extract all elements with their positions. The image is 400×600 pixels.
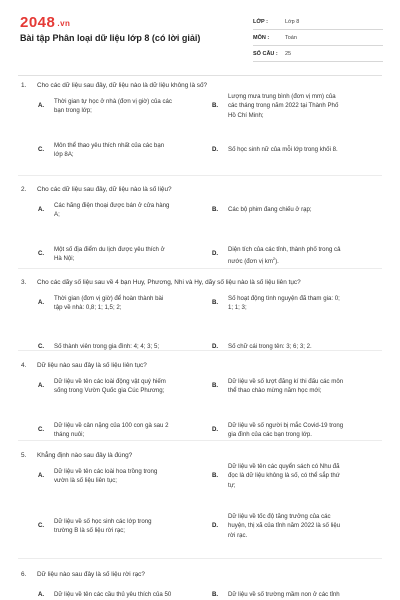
option-text [228,205,378,215]
option-text-line: trường B là số liệu rời rạc; [54,527,126,534]
meta-value: 25 [285,50,292,57]
question-prompt: Cho các dữ liệu sau đây, dữ liệu nào là dữ liệu không là số? [37,82,208,89]
option-letter: A. [38,591,45,598]
option-text-line: Hà Nội; [54,255,75,262]
option-a[interactable] [38,467,203,486]
option-text [54,590,204,600]
option-text-line: tập về nhà: 0,8; 1; 1,5; 2; [54,304,122,311]
question-text [21,571,145,578]
option-letter: C. [38,522,45,529]
option-text-line: Các hãng điện thoại được bán ở cửa hàng [54,201,170,209]
option-text-line: đọc là dữ liệu không là số, có thể sắp thứ [228,472,340,480]
option-c[interactable] [38,517,203,536]
option-a[interactable] [38,201,203,220]
option-text [228,421,378,440]
option-text [228,145,378,155]
option-text [54,421,204,440]
option-text [228,462,378,491]
option-text-line: gia đình của các bạn trong lớp. [228,431,312,438]
option-text-line: Thời gian (đơn vị giờ) để hoàn thành bài [54,294,164,302]
option-text-line: huyện, thị xã của tỉnh năm 2022 là số liệu [228,522,341,530]
meta-row-count [253,46,383,62]
question-number: 5. [21,452,27,459]
option-text-line: Diện tích của các tỉnh, thành phố trong cả [228,245,341,253]
option-text [54,517,204,536]
site-logo[interactable]: 2048 .vn [20,14,71,31]
option-text [228,92,378,121]
option-text [54,377,204,396]
option-letter: B. [212,472,219,479]
option-d[interactable] [212,145,377,155]
meta-label: SỐ CÂU : [253,50,278,57]
question-text [21,279,301,286]
option-text [54,201,204,220]
option-text-line: Môn thể thao yêu thích nhất của các bạn [54,141,165,149]
option-text-line: Dữ liệu về tên các quyển sách có Nhu đã [228,462,340,470]
option-letter: D. [212,146,219,153]
option-text-line: thể thao chào mừng năm học mới; [228,387,322,394]
option-text-line: Dữ liệu về tốc độ tăng trưởng của các [228,512,331,520]
question-text [21,186,172,193]
option-letter: C. [38,250,45,257]
option-c[interactable] [38,421,203,440]
question-prompt: Cho các dữ liệu sau đây, dữ liệu nào là số liệu? [37,186,172,193]
question-number: 6. [21,571,27,578]
question-divider [18,268,382,269]
question-text [21,362,147,369]
option-text [54,97,204,116]
question-divider [18,175,382,176]
option-text-line: Một số địa điểm du lịch được yêu thích ở [54,245,165,253]
document-meta [253,14,383,62]
option-letter: D. [212,426,219,433]
option-c[interactable] [38,141,203,160]
meta-row-subject [253,30,383,46]
option-text-line: Số chữ cái trong tên: 3; 6; 3; 2. [228,343,312,351]
option-text-line: Dữ liệu về số lượt đăng kí thi đấu các môn [228,377,344,385]
document-title: Bài tập Phân loại dữ liệu lớp 8 (có lời giải) [20,33,201,43]
option-text [228,590,378,600]
option-letter: C. [38,146,45,153]
question-prompt: Dữ liệu nào sau đây là số liệu rời rạc? [37,571,145,578]
option-c[interactable] [38,245,203,264]
option-text-line: sống trong Vườn Quốc gia Cúc Phương; [54,387,165,394]
question-number: 3. [21,279,27,286]
option-letter: B. [212,102,219,109]
option-text-line: Số học sinh nữ của mỗi lớp trong khối 8. [228,146,338,154]
option-text [228,377,378,396]
option-text [228,512,378,541]
option-text-line: rời rạc. [228,531,248,539]
question-number: 4. [21,362,27,369]
option-text-line: Dữ liệu về số học sinh các lớp trong [54,517,152,525]
option-text-line: vườn là số liệu liên tục; [54,477,117,484]
option-text-line: nước (đơn vị $km^2$). [228,256,279,266]
question-text [21,82,207,89]
question-divider [18,350,382,351]
meta-label: MÔN : [253,34,270,41]
document-header [0,0,400,70]
question-prompt: Khẳng định nào sau đây là đúng? [37,452,133,459]
option-d[interactable] [212,245,377,264]
meta-label: LỚP : [253,18,268,25]
option-text-line: Dữ liệu về tên các cầu thủ yêu thích của 50 [54,591,172,599]
option-b[interactable] [212,205,377,215]
option-letter: A. [38,206,45,213]
option-text-line: Số hoạt động tình nguyện đã tham gia: 0; [228,294,340,302]
option-letter: D. [212,343,219,350]
question-number: 2. [21,186,27,193]
option-letter: D. [212,250,219,257]
option-b[interactable] [212,590,377,600]
option-b[interactable] [212,462,377,491]
option-letter: D. [212,522,219,529]
option-text-line: Dữ liệu về cân nặng của 100 con gà sau 2 [54,421,169,429]
option-text [54,294,204,313]
header-divider [18,75,382,76]
option-text-line: các tháng trong năm 2022 tại Thành Phố [228,102,339,110]
option-b[interactable] [212,294,377,313]
option-text-line: A; [54,211,60,218]
option-text-line: Dữ liệu về số trường mầm non ở các tỉnh [228,591,340,599]
option-text-line: 1; 1; 3; [228,304,247,311]
option-letter: A. [38,102,45,109]
meta-value: Toán [285,34,297,41]
option-letter: C. [38,426,45,433]
option-text-line: tháng nuôi; [54,431,85,438]
option-text-line: Thời gian tự học ở nhà (đơn vị giờ) của các [54,97,172,105]
option-b[interactable] [212,377,377,396]
option-text-line: Dữ liệu về tên các loài động vật quý hiếm [54,377,166,385]
option-a[interactable] [38,294,203,313]
option-letter: A. [38,472,45,479]
option-letter: A. [38,299,45,306]
option-letter: B. [212,299,219,306]
option-text-line: Dữ liệu về số người bị mắc Covid-19 trong [228,421,344,429]
question-prompt: Dữ liệu nào sau đây là số liệu liên tục? [37,362,147,369]
question-prompt: Cho các dãy số liệu sau về 4 bạn Huy, Phương, Nhi và Hy, dãy số liệu nào là số liệu liên tục? [37,279,301,286]
option-text [228,245,378,267]
option-text-line: Hồ Chí Minh; [228,111,264,119]
option-text [54,141,204,160]
option-d[interactable] [212,512,377,541]
meta-value: Lớp 8 [285,18,300,25]
option-a[interactable] [38,590,203,600]
option-letter: B. [212,382,219,389]
option-text [54,467,204,486]
question-divider [18,558,382,559]
option-text-line: Dữ liệu về tên các loài hoa trồng trong [54,467,158,475]
option-text [228,294,378,313]
option-text-line: bạn trong lớp; [54,107,92,114]
option-text [54,245,204,264]
option-text-line: Số thành viên trong gia đình: 4; 4; 3; 5; [54,343,160,351]
option-letter: B. [212,206,219,213]
option-d[interactable] [212,421,377,440]
option-letter: C. [38,343,45,350]
option-b[interactable] [212,92,377,121]
option-a[interactable] [38,97,203,116]
option-letter: A. [38,382,45,389]
option-letter: B. [212,591,219,598]
meta-row-class [253,14,383,30]
option-text-line: lớp 8A; [54,151,74,158]
question-text [21,452,132,459]
option-text-line: Lượng mưa trung bình (đơn vị mm) của [228,92,336,100]
option-text-line: tự; [228,481,236,489]
question-divider [18,440,382,441]
option-a[interactable] [38,377,203,396]
question-number: 1. [21,82,27,89]
option-text-line: Các bộ phim đang chiếu ở rạp; [228,206,312,214]
